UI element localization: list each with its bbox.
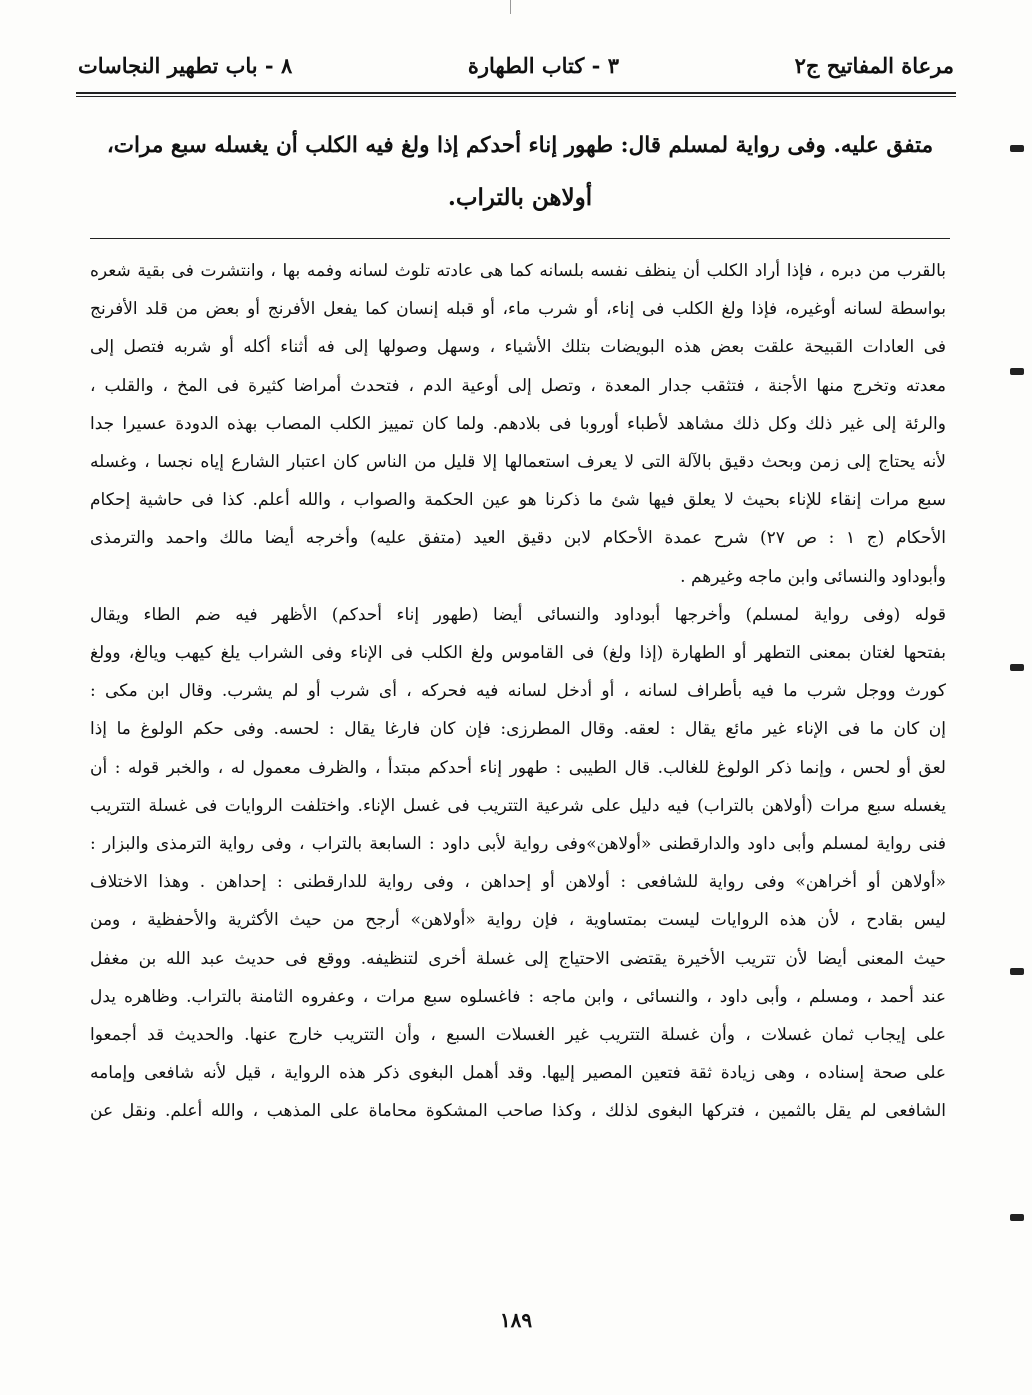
- chapter-title: ٣ - كتاب الطهارة: [467, 52, 619, 78]
- commentary-line: الشافعى لم يقل بالثمين ، فتركها البغوى لذلك ، وكذا صاحب المشكوة محاماة على المذهب ، والله أعلم. ونقل عن: [90, 1101, 946, 1122]
- margin-mark: [1010, 664, 1024, 671]
- commentary-line: والرئة إلى غير ذلك وكل ذلك مشاهد لأطباء أوروبا فى بلادهم. ولما كان تمييز الكلب المصاب بهذه الدودة عسيرا جدا: [90, 413, 946, 434]
- fold-mark: [510, 0, 511, 14]
- commentary-line: «أولاهن أو أخراهن» وفى رواية للشافعى : أولاهن أو إحداهن ، وفى رواية للدارقطنى : إحداهن . وهذا الاختلاف: [90, 872, 946, 893]
- header-rule-thin: [76, 96, 956, 97]
- hadith-line: أولاهن بالتراب.: [447, 184, 593, 211]
- hadith-line: متفق عليه. وفى رواية لمسلم قال: طهور إناء أحدكم إذا ولغ فيه الكلب أن يغسله سبع مرات،: [106, 133, 934, 158]
- commentary-text: [90, 252, 946, 1131]
- running-header: [78, 40, 954, 90]
- commentary-line: على صحة إسناده ، وهى زيادة ثقة فتعين المصير إليها. وقد أهمل البغوى ذكر هذه الرواية ، قيل لأنه شافعى وإمامه: [90, 1063, 946, 1084]
- commentary-line: ليس بقادح ، لأن هذه الروايات ليست بمتساوية ، فإن رواية «أولاهن» أرجح من حيث الأكثرية والأحفظية ، ومن: [90, 910, 946, 931]
- commentary-line: قوله (وفى رواية لمسلم) وأخرجها أبوداود والنسائى أيضا (طهور إناء أحدكم) الأظهر فيه ضم الطاء ويقال: [90, 604, 946, 625]
- commentary-line: بفتحها لغتان بمعنى التطهر أو الطهارة (إذا ولغ) فى القاموس ولغ الكلب فى الإناء وفى الشراب يلغ كيهب ويالغ، وولغ: [90, 643, 946, 664]
- separator-rule: [90, 238, 950, 239]
- margin-mark: [1010, 368, 1024, 375]
- page-number: ١٨٩: [499, 1308, 533, 1332]
- commentary-line: يغسله سبع مرات (أولاهن بالتراب) فيه دليل على شرعية التتريب فى غسل الإناء. واختلفت الروايات فى غسلة التتريب: [90, 795, 946, 816]
- commentary-line: الأحكام (ج ١ : ص ٢٧) شرح عمدة الأحكام لابن دقيق العيد (متفق عليه) وأخرجه أيضا مالك واحمد والترمذى: [90, 528, 946, 549]
- commentary-line: بواسطة لسانه أوغيره، فإذا ولغ الكلب فى إناء، أو شرب ماء، أو قبله إنسان كما يفعل الأفرنج أو بعض من قلد الأفرنج: [90, 299, 946, 320]
- commentary-line: عند أحمد ، ومسلم ، وأبى داود ، والنسائى ، وابن ماجه : فاغسلوه سبع مرات ، وعفروه الثامنة بالتراب. وظاهره يدل: [90, 986, 946, 1007]
- commentary-line: على إيجاب ثمان غسلات ، وأن غسلة التتريب غير الغسلات السبع ، وأن التتريب خارج عنها. والحديث قد أجمعوا: [90, 1025, 946, 1046]
- section-title: ٨ - باب تطهير النجاسات: [78, 52, 293, 78]
- commentary-line: حيث المعنى أيضا لأن تتريب الأخيرة يقتضى الاحتياج إلى غسلة أخرى لتنظيفه. ووقع فى حديث عبد الله بن مغفل: [90, 948, 946, 969]
- commentary-line: فنى رواية لمسلم وأبى داود والدارقطنى «أولاهن»وفى رواية لأبى داود : السابعة بالتراب ، وفى رواية الترمذى والبزار :: [90, 834, 946, 855]
- commentary-line: إن كان ما فى الإناء غير مائع يقال : لعقه. وقال المطرزى: فإن كان فارغا يقال : لحسه. وفى حكم الولوغ ما إذا: [90, 719, 946, 740]
- commentary-line: وأبوداود والنسائى وابن ماجه وغيرهم .: [680, 566, 946, 587]
- commentary-line: لأنه يحتاج إلى زمن وبحث دقيق بالآلة التى لا يعرف استعمالها إلا قليل من الناس كان اعتبار الشارع إياه نجسا ، وغسله: [90, 452, 946, 473]
- margin-mark: [1010, 145, 1024, 152]
- commentary-line: معدته وتخرج منها الأجنة ، فتثقب جدار المعدة ، وتصل إلى أوعية الدم ، فتحدث أمراضا كثيرة فى المخ ، والقلب ،: [90, 375, 946, 396]
- commentary-line: بالقرب من دبره ، فإذا أراد الكلب أن ينظف نفسه بلسانه كما هى عادته تلوث لسانه وفمه بها ، وانتشرت فى بقية شعره: [90, 261, 946, 281]
- commentary-line: لعق أو لحس ، وإنما ذكر الولوغ للغالب. قال الطيبى : طهور إناء أحدكم مبتدأ ، والظرف معمول له ، والخبر قوله : أن: [90, 757, 946, 778]
- commentary-line: فى العادات القبيحة علقت بعض هذه البويضات بتلك الأشياء ، وسهل وصولها إلى فه أثناء أكله أو شربه فتصل إلى: [90, 337, 946, 358]
- margin-mark: [1010, 968, 1024, 975]
- margin-mark: [1010, 1214, 1024, 1221]
- commentary-line: كورث ووجل شرب ما فيه بأطراف لسانه ، أو أدخل لسانه فيه فحركه ، أى شرب أو لم يشرب. وقال ابن مكى :: [90, 681, 946, 702]
- header-rule: [76, 92, 956, 94]
- book-title: مرعاة المفاتيح ج٢: [794, 52, 954, 78]
- commentary-line: سبع مرات إنقاء للإناء بحيث لا يعلق فيها شئ ما ذكرنا هو عين الحكمة والصواب ، والله أعلم. كذا فى حاشية إحكام: [90, 490, 946, 511]
- hadith-text: [100, 120, 940, 224]
